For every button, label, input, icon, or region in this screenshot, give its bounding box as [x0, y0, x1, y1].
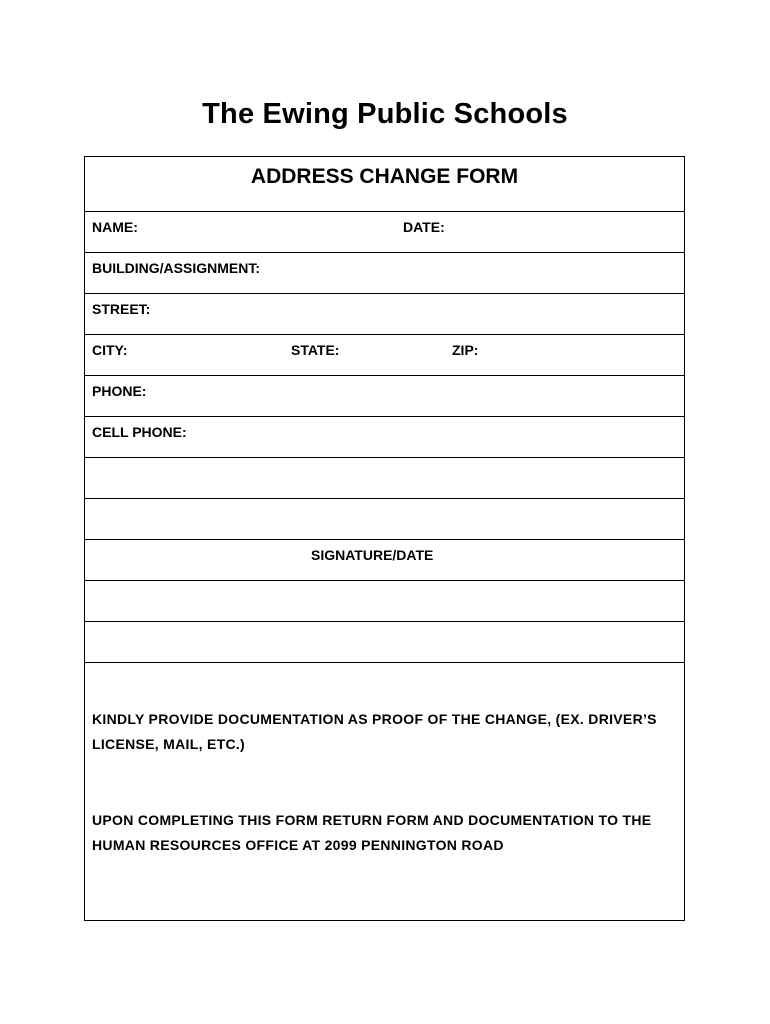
street-label: STREET: [92, 301, 151, 317]
zip-label: ZIP: [452, 342, 479, 358]
page-title: The Ewing Public Schools [202, 98, 568, 130]
signature-date-label: SIGNATURE/DATE [311, 547, 434, 563]
building-label: BUILDING/ASSIGNMENT: [92, 260, 260, 276]
blank-row-2[interactable] [85, 499, 684, 540]
city-label: CITY: [92, 342, 128, 358]
return-instructions-note: UPON COMPLETING THIS FORM RETURN FORM AND DOCUMENTATION TO THE HUMAN RESOURCES OFFICE AT 2099 PENNINGTON ROAD [92, 812, 652, 853]
city-state-zip-row[interactable] [85, 335, 684, 376]
name-label: NAME: [92, 219, 138, 235]
blank-row-4[interactable] [85, 622, 684, 663]
signature-date-row[interactable] [85, 540, 684, 581]
cell-phone-row[interactable] [85, 417, 684, 458]
name-date-row[interactable] [85, 212, 684, 253]
state-label: STATE: [291, 342, 340, 358]
cell-phone-label: CELL PHONE: [92, 424, 187, 440]
documentation-note: KINDLY PROVIDE DOCUMENTATION AS PROOF OF THE CHANGE, (EX. DRIVER’S LICENSE, MAIL, ETC.) [92, 711, 657, 752]
blank-row-3[interactable] [85, 581, 684, 622]
building-row[interactable] [85, 253, 684, 294]
date-label: DATE: [403, 219, 445, 235]
phone-row[interactable] [85, 376, 684, 417]
notes-section [85, 665, 684, 920]
blank-row-1[interactable] [85, 458, 684, 499]
address-change-form [84, 156, 685, 921]
street-row[interactable] [85, 294, 684, 335]
form-heading: ADDRESS CHANGE FORM [250, 165, 519, 188]
phone-label: PHONE: [92, 383, 147, 399]
form-header [85, 157, 684, 212]
